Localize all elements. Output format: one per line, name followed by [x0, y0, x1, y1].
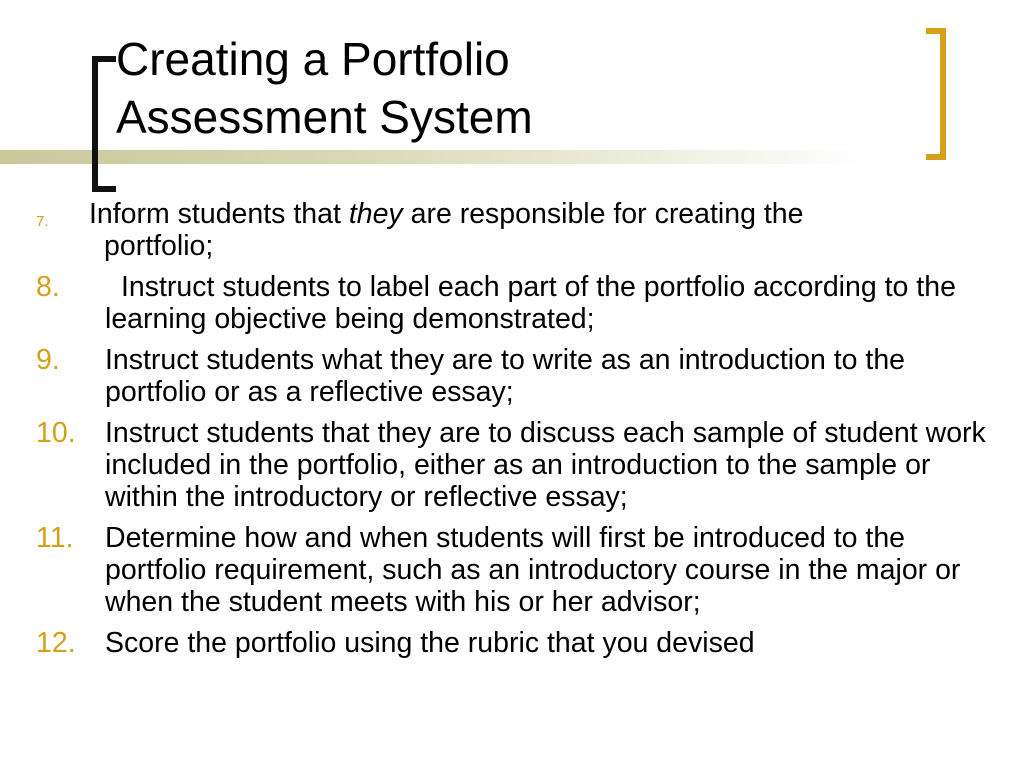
- list-item-10: [36, 417, 1011, 513]
- list-item-text: Instruct students that they are to discuss each sample of student work included in the portfolio, either as an introduction to the sample or within the introductory or reflective essay;: [105, 417, 986, 513]
- list-item-text: Determine how and when students will first be introduced to the portfolio requirement, such as an introductory course in the major or when the student meets with his or her advisor;: [105, 522, 961, 618]
- right-bracket-decoration: [926, 28, 946, 160]
- list-item-emphasis: they: [348, 198, 403, 230]
- slide-title: [116, 30, 896, 146]
- list-item-text-part: are responsible for creating the: [402, 198, 804, 230]
- list-item-7: [36, 198, 1011, 262]
- title-decoration-band: [0, 150, 1024, 164]
- list-item-text-part: Inform students that: [89, 198, 349, 230]
- list-item-12: [36, 627, 1011, 659]
- numbered-list: [36, 198, 1011, 668]
- list-number: 11.: [36, 522, 74, 554]
- list-number: 7.: [36, 213, 49, 230]
- slide-title-line-1: Creating a Portfolio: [116, 33, 510, 85]
- left-bracket-decoration: [92, 56, 116, 192]
- list-item-9: [36, 344, 1011, 408]
- list-item-text: Score the portfolio using the rubric that you devised: [105, 627, 755, 659]
- list-number: 9.: [36, 344, 60, 376]
- list-item-11: [36, 522, 1011, 618]
- list-item-text: [89, 198, 1011, 262]
- list-number: 8.: [36, 271, 60, 303]
- list-number: 10.: [36, 417, 76, 449]
- list-item-text: Instruct students to label each part of the portfolio according to the learning objective being demonstrated;: [105, 271, 956, 335]
- list-item-text-part: portfolio;: [104, 230, 214, 262]
- list-item-text: Instruct students what they are to write as an introduction to the portfolio or as a reflective essay;: [105, 344, 906, 408]
- list-item-8: [36, 271, 1011, 335]
- list-number: 12.: [36, 627, 76, 659]
- slide-title-line-2: Assessment System: [116, 91, 533, 143]
